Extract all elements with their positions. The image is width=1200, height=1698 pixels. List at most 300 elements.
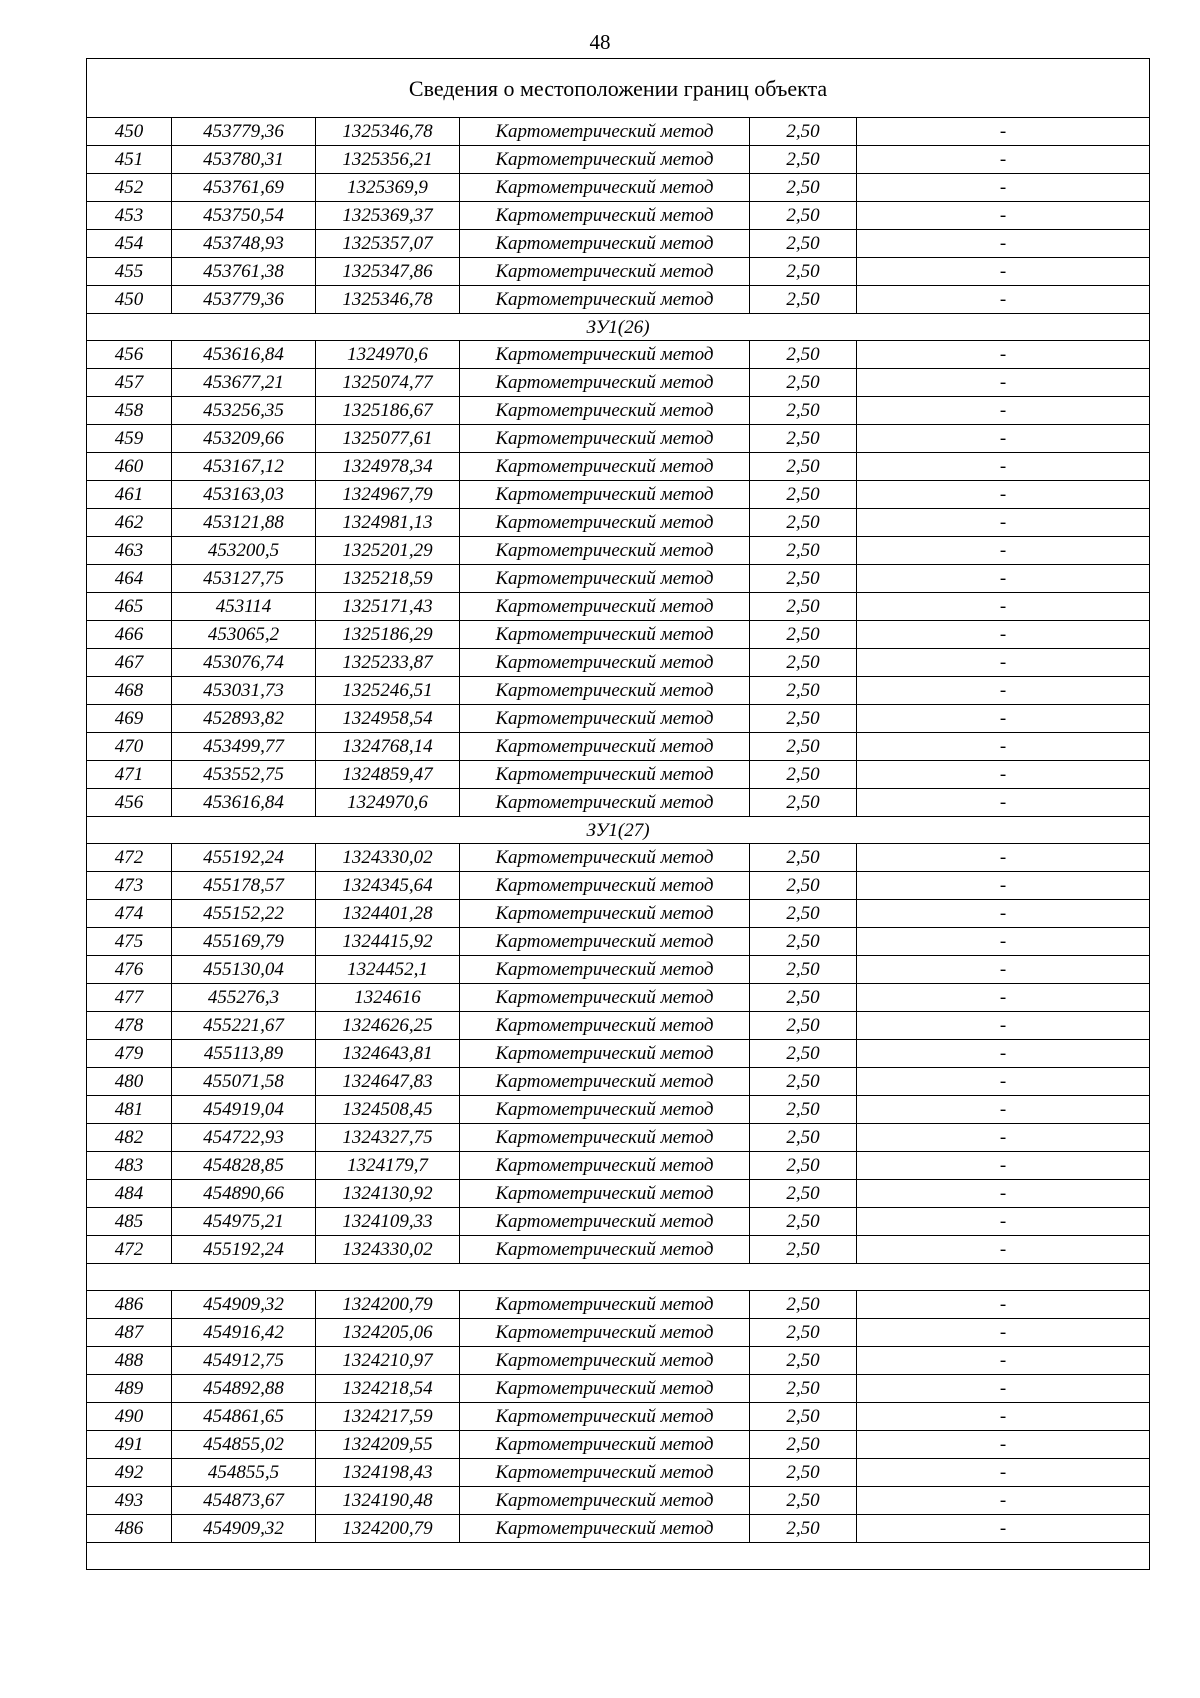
y-coordinate-cell: 1324643,81 bbox=[316, 1040, 460, 1068]
method-cell: Картометрический метод bbox=[460, 341, 750, 369]
y-coordinate-cell: 1324967,79 bbox=[316, 481, 460, 509]
x-coordinate-cell: 453076,74 bbox=[172, 649, 316, 677]
y-coordinate-cell: 1325233,87 bbox=[316, 649, 460, 677]
point-number-cell: 477 bbox=[87, 984, 172, 1012]
table-row bbox=[87, 593, 1150, 621]
y-coordinate-cell: 1325246,51 bbox=[316, 677, 460, 705]
y-coordinate-cell: 1324109,33 bbox=[316, 1208, 460, 1236]
accuracy-cell: 2,50 bbox=[750, 984, 857, 1012]
accuracy-cell: 2,50 bbox=[750, 1459, 857, 1487]
table-row bbox=[87, 174, 1150, 202]
y-coordinate-cell: 1324205,06 bbox=[316, 1319, 460, 1347]
description-cell: - bbox=[857, 1487, 1150, 1515]
method-cell: Картометрический метод bbox=[460, 593, 750, 621]
blank-row bbox=[87, 1543, 1150, 1570]
point-number-cell: 479 bbox=[87, 1040, 172, 1068]
point-number-cell: 491 bbox=[87, 1431, 172, 1459]
method-cell: Картометрический метод bbox=[460, 1096, 750, 1124]
x-coordinate-cell: 454855,5 bbox=[172, 1459, 316, 1487]
point-number-cell: 466 bbox=[87, 621, 172, 649]
method-cell: Картометрический метод bbox=[460, 1291, 750, 1319]
description-cell: - bbox=[857, 1068, 1150, 1096]
blank-cell bbox=[87, 1264, 1150, 1291]
x-coordinate-cell: 455178,57 bbox=[172, 872, 316, 900]
point-number-cell: 483 bbox=[87, 1152, 172, 1180]
table-row bbox=[87, 844, 1150, 872]
method-cell: Картометрический метод bbox=[460, 1459, 750, 1487]
x-coordinate-cell: 455152,22 bbox=[172, 900, 316, 928]
description-cell: - bbox=[857, 1459, 1150, 1487]
accuracy-cell: 2,50 bbox=[750, 761, 857, 789]
x-coordinate-cell: 453031,73 bbox=[172, 677, 316, 705]
x-coordinate-cell: 453552,75 bbox=[172, 761, 316, 789]
table-row bbox=[87, 1459, 1150, 1487]
method-cell: Картометрический метод bbox=[460, 397, 750, 425]
table-row bbox=[87, 1319, 1150, 1347]
table-row bbox=[87, 1347, 1150, 1375]
method-cell: Картометрический метод bbox=[460, 1431, 750, 1459]
y-coordinate-cell: 1325077,61 bbox=[316, 425, 460, 453]
y-coordinate-cell: 1324218,54 bbox=[316, 1375, 460, 1403]
method-cell: Картометрический метод bbox=[460, 174, 750, 202]
y-coordinate-cell: 1324981,13 bbox=[316, 509, 460, 537]
section-header-row bbox=[87, 314, 1150, 341]
y-coordinate-cell: 1324415,92 bbox=[316, 928, 460, 956]
accuracy-cell: 2,50 bbox=[750, 733, 857, 761]
description-cell: - bbox=[857, 146, 1150, 174]
table-row bbox=[87, 1291, 1150, 1319]
table-row bbox=[87, 705, 1150, 733]
description-cell: - bbox=[857, 425, 1150, 453]
method-cell: Картометрический метод bbox=[460, 1208, 750, 1236]
x-coordinate-cell: 453616,84 bbox=[172, 341, 316, 369]
point-number-cell: 452 bbox=[87, 174, 172, 202]
accuracy-cell: 2,50 bbox=[750, 202, 857, 230]
description-cell: - bbox=[857, 202, 1150, 230]
description-cell: - bbox=[857, 565, 1150, 593]
accuracy-cell: 2,50 bbox=[750, 453, 857, 481]
y-coordinate-cell: 1325369,37 bbox=[316, 202, 460, 230]
table-row bbox=[87, 956, 1150, 984]
point-number-cell: 471 bbox=[87, 761, 172, 789]
x-coordinate-cell: 453779,36 bbox=[172, 286, 316, 314]
x-coordinate-cell: 455276,3 bbox=[172, 984, 316, 1012]
description-cell: - bbox=[857, 677, 1150, 705]
y-coordinate-cell: 1324200,79 bbox=[316, 1515, 460, 1543]
y-coordinate-cell: 1325356,21 bbox=[316, 146, 460, 174]
accuracy-cell: 2,50 bbox=[750, 677, 857, 705]
method-cell: Картометрический метод bbox=[460, 425, 750, 453]
table-row bbox=[87, 621, 1150, 649]
table-row bbox=[87, 397, 1150, 425]
table-row bbox=[87, 1180, 1150, 1208]
method-cell: Картометрический метод bbox=[460, 509, 750, 537]
accuracy-cell: 2,50 bbox=[750, 537, 857, 565]
point-number-cell: 476 bbox=[87, 956, 172, 984]
table-row bbox=[87, 537, 1150, 565]
accuracy-cell: 2,50 bbox=[750, 1040, 857, 1068]
accuracy-cell: 2,50 bbox=[750, 649, 857, 677]
accuracy-cell: 2,50 bbox=[750, 844, 857, 872]
description-cell: - bbox=[857, 593, 1150, 621]
table-row bbox=[87, 1124, 1150, 1152]
table-row bbox=[87, 565, 1150, 593]
point-number-cell: 470 bbox=[87, 733, 172, 761]
point-number-cell: 467 bbox=[87, 649, 172, 677]
x-coordinate-cell: 453256,35 bbox=[172, 397, 316, 425]
point-number-cell: 472 bbox=[87, 844, 172, 872]
point-number-cell: 458 bbox=[87, 397, 172, 425]
y-coordinate-cell: 1324345,64 bbox=[316, 872, 460, 900]
method-cell: Картометрический метод bbox=[460, 146, 750, 174]
table-row bbox=[87, 872, 1150, 900]
table-row bbox=[87, 1068, 1150, 1096]
section-label: ЗУ1(26) bbox=[87, 314, 1150, 341]
description-cell: - bbox=[857, 1040, 1150, 1068]
point-number-cell: 469 bbox=[87, 705, 172, 733]
accuracy-cell: 2,50 bbox=[750, 397, 857, 425]
method-cell: Картометрический метод bbox=[460, 1012, 750, 1040]
blank-cell bbox=[87, 1543, 1150, 1570]
accuracy-cell: 2,50 bbox=[750, 565, 857, 593]
description-cell: - bbox=[857, 705, 1150, 733]
method-cell: Картометрический метод bbox=[460, 844, 750, 872]
method-cell: Картометрический метод bbox=[460, 1152, 750, 1180]
table-row bbox=[87, 928, 1150, 956]
accuracy-cell: 2,50 bbox=[750, 1347, 857, 1375]
point-number-cell: 451 bbox=[87, 146, 172, 174]
x-coordinate-cell: 454892,88 bbox=[172, 1375, 316, 1403]
table-row bbox=[87, 1236, 1150, 1264]
method-cell: Картометрический метод bbox=[460, 621, 750, 649]
x-coordinate-cell: 454912,75 bbox=[172, 1347, 316, 1375]
y-coordinate-cell: 1325201,29 bbox=[316, 537, 460, 565]
x-coordinate-cell: 453677,21 bbox=[172, 369, 316, 397]
point-number-cell: 474 bbox=[87, 900, 172, 928]
accuracy-cell: 2,50 bbox=[750, 621, 857, 649]
description-cell: - bbox=[857, 1236, 1150, 1264]
table-row bbox=[87, 286, 1150, 314]
point-number-cell: 459 bbox=[87, 425, 172, 453]
y-coordinate-cell: 1325186,67 bbox=[316, 397, 460, 425]
point-number-cell: 455 bbox=[87, 258, 172, 286]
y-coordinate-cell: 1324970,6 bbox=[316, 341, 460, 369]
x-coordinate-cell: 454919,04 bbox=[172, 1096, 316, 1124]
method-cell: Картометрический метод bbox=[460, 1040, 750, 1068]
method-cell: Картометрический метод bbox=[460, 984, 750, 1012]
accuracy-cell: 2,50 bbox=[750, 174, 857, 202]
method-cell: Картометрический метод bbox=[460, 118, 750, 146]
point-number-cell: 473 bbox=[87, 872, 172, 900]
x-coordinate-cell: 454909,32 bbox=[172, 1515, 316, 1543]
x-coordinate-cell: 454909,32 bbox=[172, 1291, 316, 1319]
point-number-cell: 461 bbox=[87, 481, 172, 509]
table-row bbox=[87, 1208, 1150, 1236]
table-row bbox=[87, 481, 1150, 509]
x-coordinate-cell: 454855,02 bbox=[172, 1431, 316, 1459]
y-coordinate-cell: 1325186,29 bbox=[316, 621, 460, 649]
method-cell: Картометрический метод bbox=[460, 761, 750, 789]
table-row bbox=[87, 789, 1150, 817]
table-row bbox=[87, 984, 1150, 1012]
table-row bbox=[87, 761, 1150, 789]
point-number-cell: 463 bbox=[87, 537, 172, 565]
point-number-cell: 489 bbox=[87, 1375, 172, 1403]
x-coordinate-cell: 453121,88 bbox=[172, 509, 316, 537]
table-row bbox=[87, 453, 1150, 481]
table-row bbox=[87, 1040, 1150, 1068]
accuracy-cell: 2,50 bbox=[750, 1431, 857, 1459]
method-cell: Картометрический метод bbox=[460, 956, 750, 984]
accuracy-cell: 2,50 bbox=[750, 286, 857, 314]
description-cell: - bbox=[857, 789, 1150, 817]
description-cell: - bbox=[857, 1375, 1150, 1403]
method-cell: Картометрический метод bbox=[460, 789, 750, 817]
description-cell: - bbox=[857, 872, 1150, 900]
x-coordinate-cell: 453779,36 bbox=[172, 118, 316, 146]
description-cell: - bbox=[857, 369, 1150, 397]
description-cell: - bbox=[857, 1208, 1150, 1236]
x-coordinate-cell: 455113,89 bbox=[172, 1040, 316, 1068]
y-coordinate-cell: 1325369,9 bbox=[316, 174, 460, 202]
table-row bbox=[87, 1515, 1150, 1543]
method-cell: Картометрический метод bbox=[460, 872, 750, 900]
accuracy-cell: 2,50 bbox=[750, 481, 857, 509]
description-cell: - bbox=[857, 258, 1150, 286]
accuracy-cell: 2,50 bbox=[750, 1180, 857, 1208]
x-coordinate-cell: 454873,67 bbox=[172, 1487, 316, 1515]
description-cell: - bbox=[857, 481, 1150, 509]
y-coordinate-cell: 1324768,14 bbox=[316, 733, 460, 761]
method-cell: Картометрический метод bbox=[460, 565, 750, 593]
accuracy-cell: 2,50 bbox=[750, 956, 857, 984]
blank-row bbox=[87, 1264, 1150, 1291]
x-coordinate-cell: 453200,5 bbox=[172, 537, 316, 565]
y-coordinate-cell: 1324859,47 bbox=[316, 761, 460, 789]
accuracy-cell: 2,50 bbox=[750, 1487, 857, 1515]
method-cell: Картометрический метод bbox=[460, 1487, 750, 1515]
x-coordinate-cell: 455192,24 bbox=[172, 844, 316, 872]
description-cell: - bbox=[857, 844, 1150, 872]
method-cell: Картометрический метод bbox=[460, 649, 750, 677]
table-row bbox=[87, 1431, 1150, 1459]
x-coordinate-cell: 455169,79 bbox=[172, 928, 316, 956]
description-cell: - bbox=[857, 1347, 1150, 1375]
table-row bbox=[87, 649, 1150, 677]
x-coordinate-cell: 453616,84 bbox=[172, 789, 316, 817]
x-coordinate-cell: 454828,85 bbox=[172, 1152, 316, 1180]
x-coordinate-cell: 453780,31 bbox=[172, 146, 316, 174]
y-coordinate-cell: 1325346,78 bbox=[316, 286, 460, 314]
section-header-row bbox=[87, 817, 1150, 844]
y-coordinate-cell: 1324452,1 bbox=[316, 956, 460, 984]
description-cell: - bbox=[857, 1096, 1150, 1124]
accuracy-cell: 2,50 bbox=[750, 509, 857, 537]
table-row bbox=[87, 1096, 1150, 1124]
method-cell: Картометрический метод bbox=[460, 1319, 750, 1347]
method-cell: Картометрический метод bbox=[460, 900, 750, 928]
accuracy-cell: 2,50 bbox=[750, 258, 857, 286]
point-number-cell: 460 bbox=[87, 453, 172, 481]
accuracy-cell: 2,50 bbox=[750, 1124, 857, 1152]
description-cell: - bbox=[857, 174, 1150, 202]
method-cell: Картометрический метод bbox=[460, 1515, 750, 1543]
point-number-cell: 492 bbox=[87, 1459, 172, 1487]
point-number-cell: 457 bbox=[87, 369, 172, 397]
method-cell: Картометрический метод bbox=[460, 1180, 750, 1208]
table-row bbox=[87, 118, 1150, 146]
point-number-cell: 490 bbox=[87, 1403, 172, 1431]
description-cell: - bbox=[857, 956, 1150, 984]
description-cell: - bbox=[857, 1124, 1150, 1152]
x-coordinate-cell: 455192,24 bbox=[172, 1236, 316, 1264]
point-number-cell: 450 bbox=[87, 118, 172, 146]
point-number-cell: 484 bbox=[87, 1180, 172, 1208]
method-cell: Картометрический метод bbox=[460, 537, 750, 565]
y-coordinate-cell: 1324130,92 bbox=[316, 1180, 460, 1208]
y-coordinate-cell: 1325218,59 bbox=[316, 565, 460, 593]
accuracy-cell: 2,50 bbox=[750, 789, 857, 817]
description-cell: - bbox=[857, 118, 1150, 146]
point-number-cell: 486 bbox=[87, 1291, 172, 1319]
description-cell: - bbox=[857, 1180, 1150, 1208]
table-row bbox=[87, 900, 1150, 928]
method-cell: Картометрический метод bbox=[460, 230, 750, 258]
y-coordinate-cell: 1325346,78 bbox=[316, 118, 460, 146]
method-cell: Картометрический метод bbox=[460, 202, 750, 230]
accuracy-cell: 2,50 bbox=[750, 1375, 857, 1403]
page-number: 48 bbox=[589, 30, 611, 54]
description-cell: - bbox=[857, 453, 1150, 481]
point-number-cell: 465 bbox=[87, 593, 172, 621]
accuracy-cell: 2,50 bbox=[750, 928, 857, 956]
table-row bbox=[87, 1487, 1150, 1515]
point-number-cell: 482 bbox=[87, 1124, 172, 1152]
method-cell: Картометрический метод bbox=[460, 1068, 750, 1096]
x-coordinate-cell: 453750,54 bbox=[172, 202, 316, 230]
description-cell: - bbox=[857, 397, 1150, 425]
x-coordinate-cell: 455221,67 bbox=[172, 1012, 316, 1040]
point-number-cell: 475 bbox=[87, 928, 172, 956]
description-cell: - bbox=[857, 1152, 1150, 1180]
x-coordinate-cell: 453163,03 bbox=[172, 481, 316, 509]
point-number-cell: 481 bbox=[87, 1096, 172, 1124]
accuracy-cell: 2,50 bbox=[750, 1291, 857, 1319]
description-cell: - bbox=[857, 733, 1150, 761]
point-number-cell: 487 bbox=[87, 1319, 172, 1347]
x-coordinate-cell: 454916,42 bbox=[172, 1319, 316, 1347]
accuracy-cell: 2,50 bbox=[750, 425, 857, 453]
description-cell: - bbox=[857, 621, 1150, 649]
description-cell: - bbox=[857, 1403, 1150, 1431]
y-coordinate-cell: 1324401,28 bbox=[316, 900, 460, 928]
x-coordinate-cell: 454722,93 bbox=[172, 1124, 316, 1152]
point-number-cell: 493 bbox=[87, 1487, 172, 1515]
y-coordinate-cell: 1324209,55 bbox=[316, 1431, 460, 1459]
x-coordinate-cell: 454861,65 bbox=[172, 1403, 316, 1431]
description-cell: - bbox=[857, 984, 1150, 1012]
y-coordinate-cell: 1324327,75 bbox=[316, 1124, 460, 1152]
description-cell: - bbox=[857, 1319, 1150, 1347]
method-cell: Картометрический метод bbox=[460, 1347, 750, 1375]
description-cell: - bbox=[857, 761, 1150, 789]
y-coordinate-cell: 1324200,79 bbox=[316, 1291, 460, 1319]
point-number-cell: 485 bbox=[87, 1208, 172, 1236]
x-coordinate-cell: 453065,2 bbox=[172, 621, 316, 649]
x-coordinate-cell: 453499,77 bbox=[172, 733, 316, 761]
table-row bbox=[87, 146, 1150, 174]
accuracy-cell: 2,50 bbox=[750, 1236, 857, 1264]
y-coordinate-cell: 1325074,77 bbox=[316, 369, 460, 397]
point-number-cell: 472 bbox=[87, 1236, 172, 1264]
table-row bbox=[87, 509, 1150, 537]
x-coordinate-cell: 453748,93 bbox=[172, 230, 316, 258]
point-number-cell: 453 bbox=[87, 202, 172, 230]
table-row bbox=[87, 1152, 1150, 1180]
y-coordinate-cell: 1324626,25 bbox=[316, 1012, 460, 1040]
x-coordinate-cell: 455130,04 bbox=[172, 956, 316, 984]
accuracy-cell: 2,50 bbox=[750, 1152, 857, 1180]
accuracy-cell: 2,50 bbox=[750, 230, 857, 258]
y-coordinate-cell: 1324958,54 bbox=[316, 705, 460, 733]
accuracy-cell: 2,50 bbox=[750, 1515, 857, 1543]
point-number-cell: 486 bbox=[87, 1515, 172, 1543]
method-cell: Картометрический метод bbox=[460, 677, 750, 705]
y-coordinate-cell: 1325171,43 bbox=[316, 593, 460, 621]
method-cell: Картометрический метод bbox=[460, 1236, 750, 1264]
y-coordinate-cell: 1324198,43 bbox=[316, 1459, 460, 1487]
accuracy-cell: 2,50 bbox=[750, 341, 857, 369]
accuracy-cell: 2,50 bbox=[750, 146, 857, 174]
method-cell: Картометрический метод bbox=[460, 1124, 750, 1152]
y-coordinate-cell: 1324970,6 bbox=[316, 789, 460, 817]
x-coordinate-cell: 453114 bbox=[172, 593, 316, 621]
table-row bbox=[87, 1403, 1150, 1431]
y-coordinate-cell: 1324179,7 bbox=[316, 1152, 460, 1180]
accuracy-cell: 2,50 bbox=[750, 593, 857, 621]
description-cell: - bbox=[857, 230, 1150, 258]
accuracy-cell: 2,50 bbox=[750, 1403, 857, 1431]
point-number-cell: 478 bbox=[87, 1012, 172, 1040]
point-number-cell: 464 bbox=[87, 565, 172, 593]
description-cell: - bbox=[857, 286, 1150, 314]
x-coordinate-cell: 453127,75 bbox=[172, 565, 316, 593]
description-cell: - bbox=[857, 1515, 1150, 1543]
table-row bbox=[87, 1375, 1150, 1403]
accuracy-cell: 2,50 bbox=[750, 1208, 857, 1236]
accuracy-cell: 2,50 bbox=[750, 1012, 857, 1040]
y-coordinate-cell: 1324616 bbox=[316, 984, 460, 1012]
table-row bbox=[87, 425, 1150, 453]
method-cell: Картометрический метод bbox=[460, 453, 750, 481]
description-cell: - bbox=[857, 900, 1150, 928]
section-label: ЗУ1(27) bbox=[87, 817, 1150, 844]
accuracy-cell: 2,50 bbox=[750, 1068, 857, 1096]
table-row bbox=[87, 230, 1150, 258]
table-row bbox=[87, 341, 1150, 369]
table-row bbox=[87, 733, 1150, 761]
x-coordinate-cell: 453761,69 bbox=[172, 174, 316, 202]
x-coordinate-cell: 455071,58 bbox=[172, 1068, 316, 1096]
description-cell: - bbox=[857, 537, 1150, 565]
method-cell: Картометрический метод bbox=[460, 733, 750, 761]
x-coordinate-cell: 454890,66 bbox=[172, 1180, 316, 1208]
method-cell: Картометрический метод bbox=[460, 481, 750, 509]
method-cell: Картометрический метод bbox=[460, 258, 750, 286]
description-cell: - bbox=[857, 341, 1150, 369]
table-title-row bbox=[87, 59, 1150, 118]
point-number-cell: 468 bbox=[87, 677, 172, 705]
